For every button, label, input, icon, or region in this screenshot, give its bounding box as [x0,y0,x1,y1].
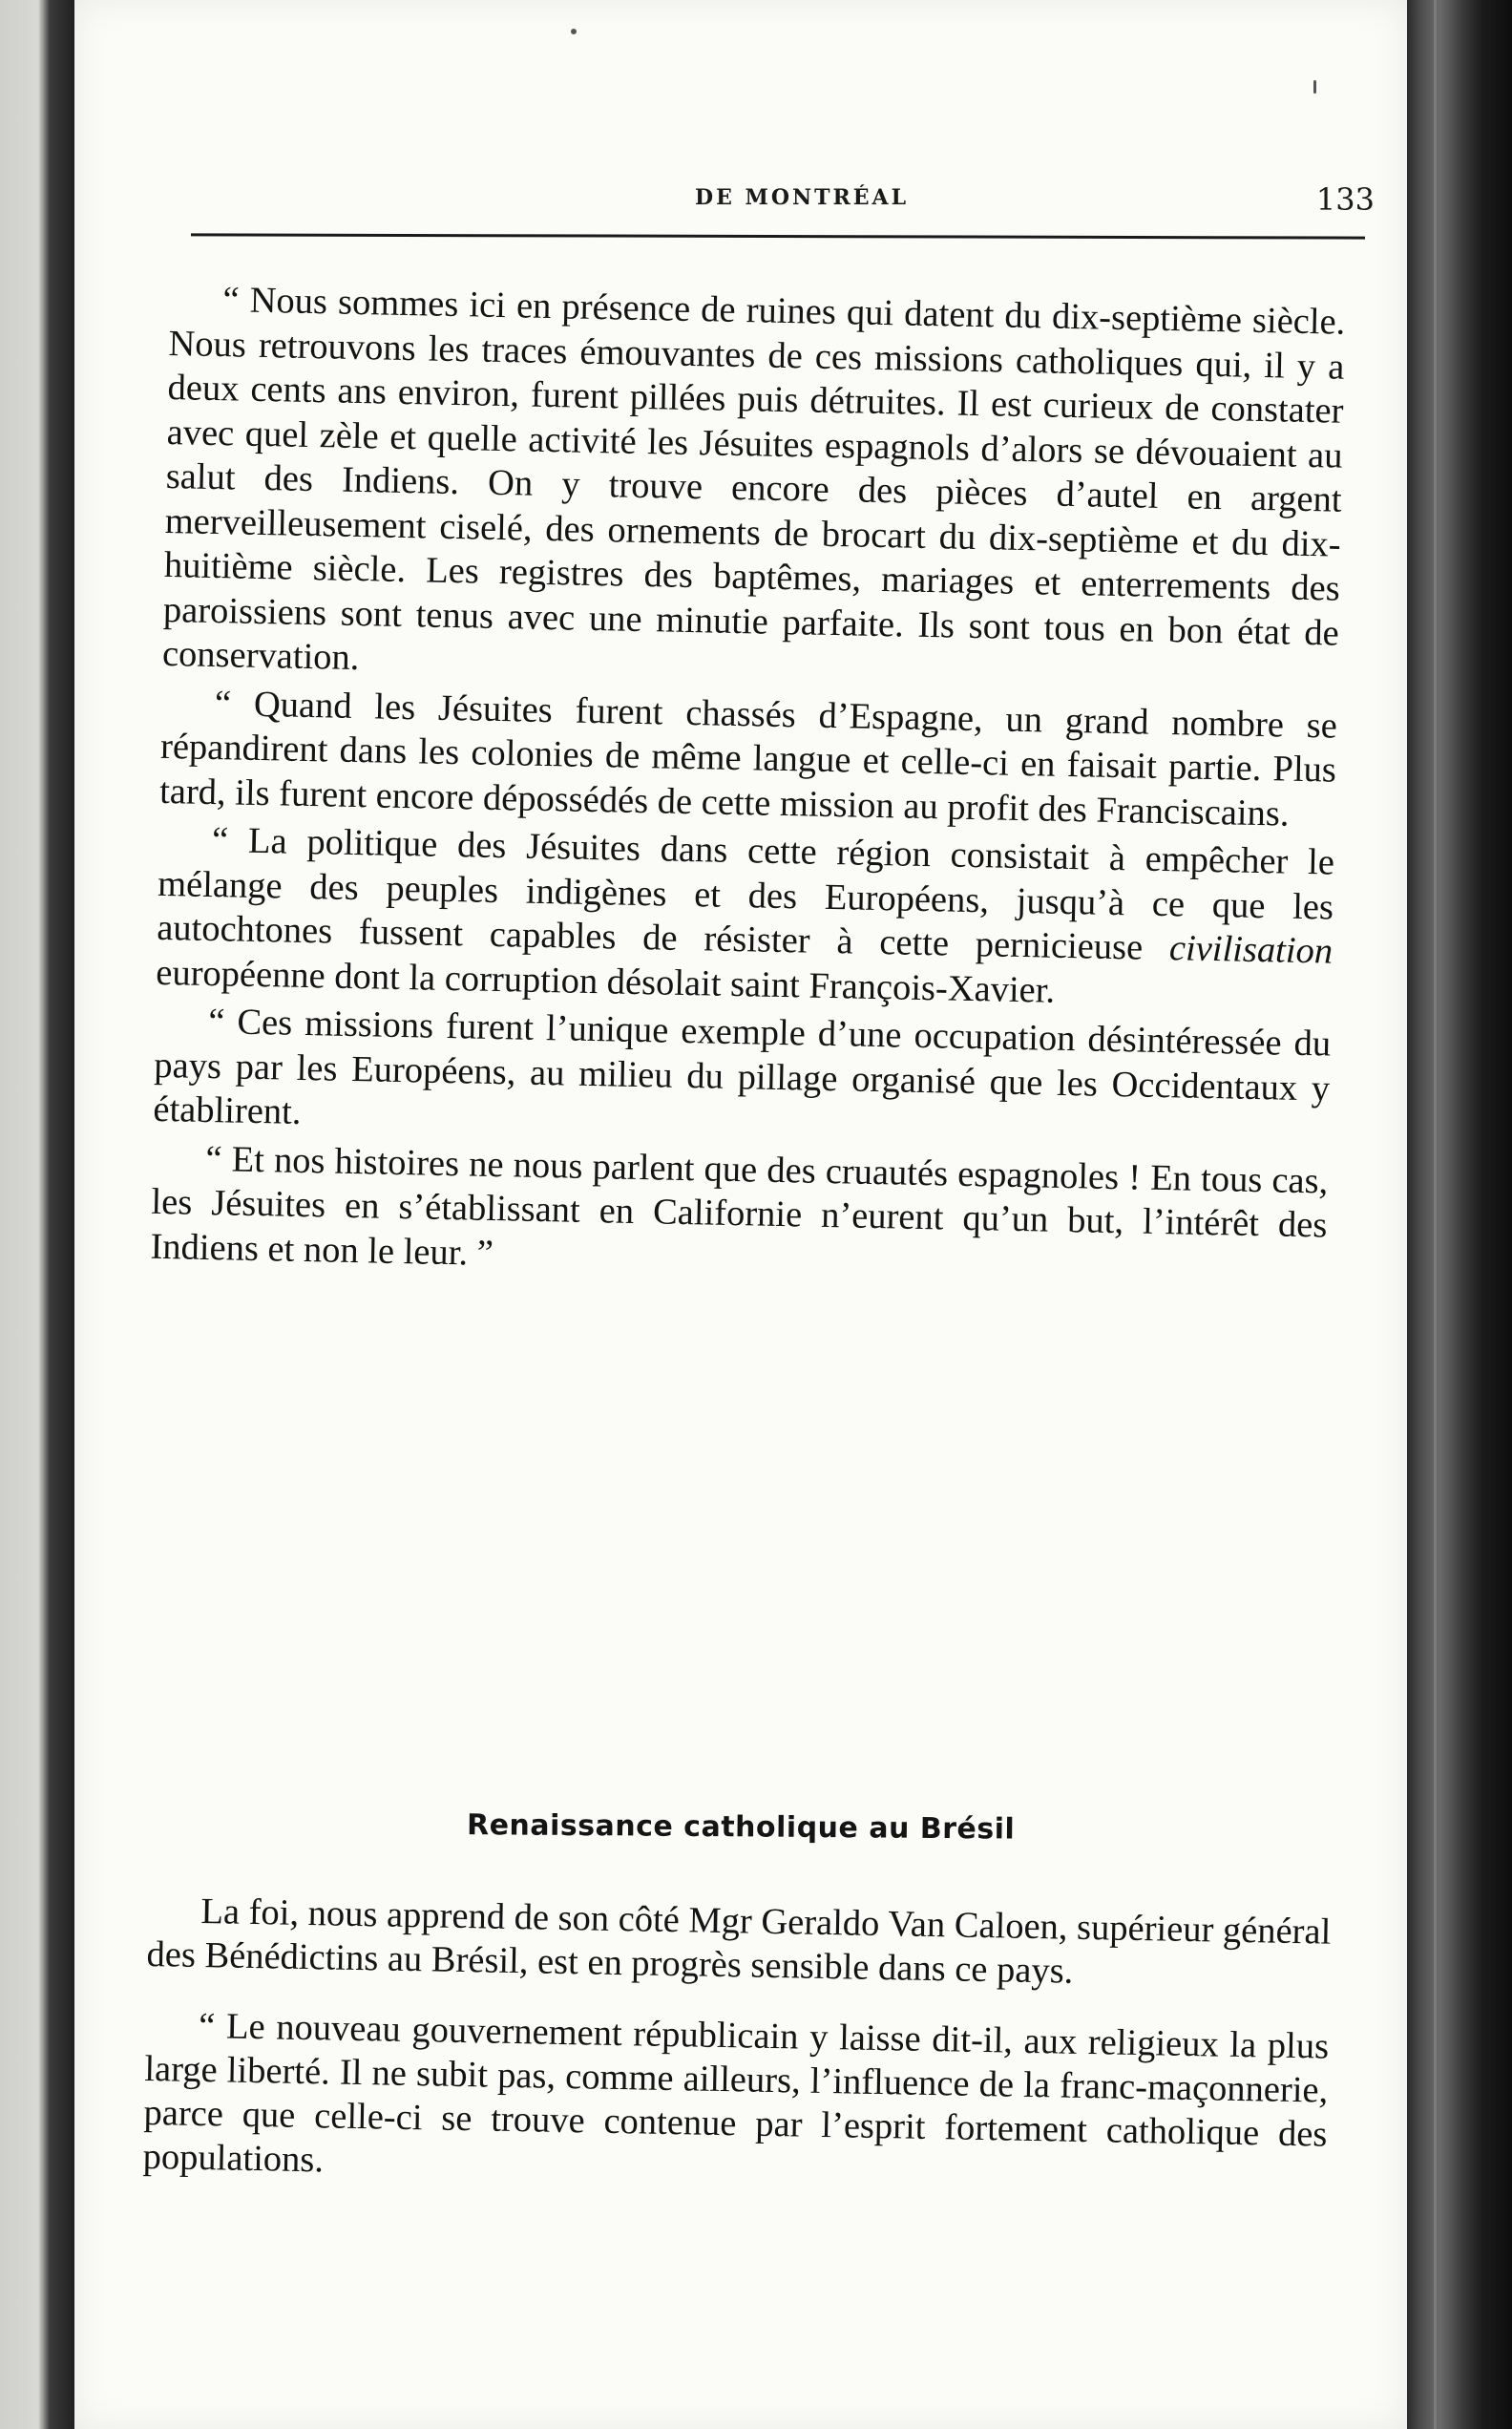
paragraph-histoires: “ Et nos histoires ne nous parlent que des cruautés espagnoles ! En tous cas, les Jésuites en s’établissant en Californie n’eurent qu’un but, l’intérêt des Indiens et non le leur. ” [150,1138,1329,1274]
article-body-lower [142,1726,1334,2228]
section-heading: Renaissance catholique au Brésil [466,1808,1016,1847]
politique-italic-word: civilisation [1168,928,1334,972]
paragraph-ruines: “ Nous sommes ici en présence de ruines qui datent du dix-septième siècle. Nous retrouvons les traces émouvantes de ces missions catholiques qui, il y a deux cents ans environ, furent pillées puis détruites. Il est curieux de constater avec quel zèle et quelle activité les Jésuites espagnols d’alors se dévouaient au salut des Indiens. On y trouve encore des pièces d’autel en argent merveilleusement ciselé, des ornements de brocart du dix-septième et du dix-huitième siècle. Les registres des baptêmes, mariages et enterrements des paroissiens sont tenus avec une minutie parfaite. Ils sont tous en bon état de conservation. [161,280,1346,679]
running-head: DE MONTRÉAL [695,185,910,210]
page-header [191,181,1375,229]
dust-speck [571,29,577,34]
paragraph-la-foi: La foi, nous apprend de son côté Mgr Geraldo Van Caloen, supérieur général des Bénédictins au Brésil, est en progrès sensible dans ce pays. [146,1890,1332,1992]
paragraph-gouvernement: “ Le nouveau gouvernement républicain y laisse dit-il, aux religieux la plus large liberté. Il ne subit pas, comme ailleurs, l’influence de la franc-maçonnerie, parce que celle-ci se trouve contenue par l’esprit fortement catholique des populations. [142,2005,1330,2181]
paragraph-missions: “ Ces missions furent l’unique exemple d’une occupation désintéressée du pays par les Européens, au milieu du pillage organisé que les Occidentaux y établirent. [153,1001,1332,1132]
page-number: 133 [1315,181,1375,218]
dust-speck [1313,80,1316,94]
paragraph-politique [156,817,1334,1019]
politique-text-before: “ La politique des Jésuites dans cette région consistait à empêcher le mélange des peuples indigènes et des Européens, jusqu’à ce que les autochtones fussent capables de résister à cette pernicieuse [156,820,1335,969]
right-page-stack-edge [1407,0,1512,2429]
article-body-upper [150,277,1346,1297]
header-rule [191,233,1365,239]
book-page [74,0,1407,2429]
paragraph-jesuites-chasses: “ Quand les Jésuites furent chassés d’Espagne, un grand nombre se répandirent dans les colonies de même langue et celle-ci en faisait partie. Plus tard, ils furent encore dépossédés de cette mission au profit des Franciscains. [158,683,1338,834]
left-binding-edge [0,0,74,2429]
politique-text-after: européenne dont la corruption désolait saint François-Xavier. [155,952,1056,1011]
